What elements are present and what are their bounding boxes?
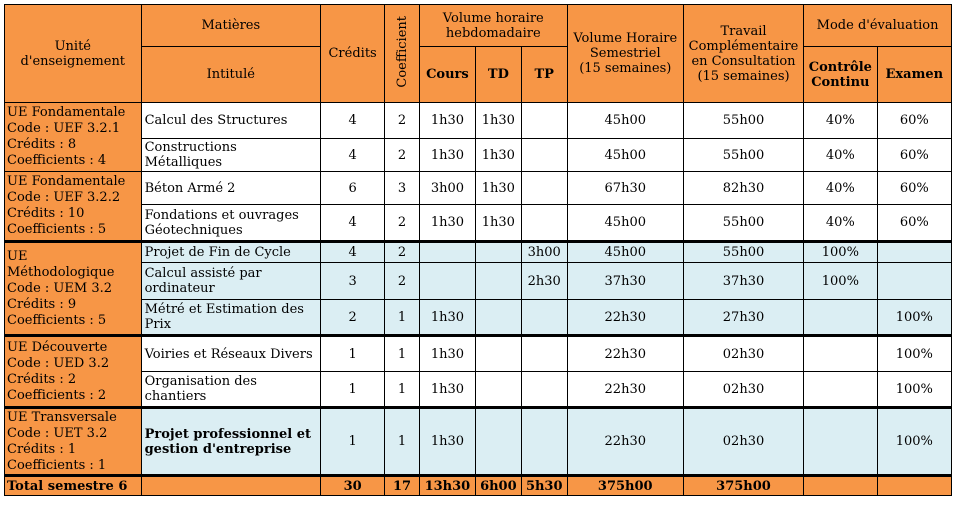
cours-cell (419, 242, 475, 263)
header-mode-evaluation: Mode d'évaluation (804, 5, 952, 47)
header-coefficient: Coefficient (385, 5, 420, 103)
td-cell: 1h30 (475, 103, 521, 139)
cc-cell (804, 372, 877, 408)
cc-cell: 40% (804, 139, 877, 172)
vhs-cell: 67h30 (567, 172, 683, 205)
tp-cell (521, 300, 567, 336)
header-volume-hebdo: Volume horaire hebdomadaire (419, 5, 567, 47)
ue-cell: UE Découverte Code : UED 3.2 Crédits : 2 Coefficients : 2 (5, 336, 142, 408)
tp-cell (521, 139, 567, 172)
coef-cell: 2 (385, 139, 420, 172)
cours-cell: 1h30 (419, 205, 475, 242)
header-row-2 (5, 47, 952, 103)
vhs-cell: 22h30 (567, 372, 683, 408)
tp-cell (521, 372, 567, 408)
header-credits: Crédits (321, 5, 385, 103)
header-controle-continu: Contrôle Continu (804, 47, 877, 103)
ue-cell: UE Fondamentale Code : UEF 3.2.2 Crédits : 10 Coefficients : 5 (5, 172, 142, 242)
table-row (5, 300, 952, 336)
exam-cell: 60% (877, 139, 951, 172)
tp-cell (521, 336, 567, 372)
header-cours: Cours (419, 47, 475, 103)
cours-cell: 1h30 (419, 336, 475, 372)
exam-cell (877, 263, 951, 300)
exam-cell: 60% (877, 172, 951, 205)
coef-cell: 2 (385, 242, 420, 263)
table-row (5, 205, 952, 242)
tc-cell: 37h30 (683, 263, 803, 300)
header-unite: Unité d'enseignement (5, 5, 142, 103)
exam-cell: 100% (877, 372, 951, 408)
exam-cell: 100% (877, 408, 951, 476)
credits-cell: 1 (321, 336, 385, 372)
credits-cell: 4 (321, 242, 385, 263)
vhs-cell: 37h30 (567, 263, 683, 300)
tc-cell: 27h30 (683, 300, 803, 336)
credits-cell: 4 (321, 139, 385, 172)
vhs-cell: 45h00 (567, 139, 683, 172)
tp-cell: 3h00 (521, 242, 567, 263)
credits-cell: 6 (321, 172, 385, 205)
cours-cell: 3h00 (419, 172, 475, 205)
total-tp: 5h30 (521, 476, 567, 496)
tc-cell: 82h30 (683, 172, 803, 205)
td-cell (475, 372, 521, 408)
intitule-cell: Projet de Fin de Cycle (141, 242, 320, 263)
table-row (5, 242, 952, 263)
total-label: Total semestre 6 (5, 476, 142, 496)
header-td: TD (475, 47, 521, 103)
cc-cell: 100% (804, 242, 877, 263)
credits-cell: 3 (321, 263, 385, 300)
total-cc (804, 476, 877, 496)
coef-cell: 2 (385, 263, 420, 300)
exam-cell: 100% (877, 300, 951, 336)
cc-cell (804, 336, 877, 372)
intitule-cell: Constructions Métalliques (141, 139, 320, 172)
table-row (5, 336, 952, 372)
cc-cell: 40% (804, 205, 877, 242)
header-volume-semestriel: Volume Horaire Semestriel (15 semaines) (567, 5, 683, 103)
total-cours: 13h30 (419, 476, 475, 496)
td-cell: 1h30 (475, 139, 521, 172)
intitule-cell: Fondations et ouvrages Géotechniques (141, 205, 320, 242)
exam-cell: 100% (877, 336, 951, 372)
cours-cell: 1h30 (419, 139, 475, 172)
td-cell (475, 300, 521, 336)
header-examen: Examen (877, 47, 951, 103)
intitule-cell: Organisation des chantiers (141, 372, 320, 408)
intitule-cell: Béton Armé 2 (141, 172, 320, 205)
ue-cell: UE Transversale Code : UET 3.2 Crédits : 1 Coefficients : 1 (5, 408, 142, 476)
tc-cell: 02h30 (683, 336, 803, 372)
cours-cell: 1h30 (419, 300, 475, 336)
cc-cell: 40% (804, 172, 877, 205)
credits-cell: 4 (321, 103, 385, 139)
credits-cell: 4 (321, 205, 385, 242)
cours-cell: 1h30 (419, 372, 475, 408)
intitule-cell: Projet professionnel et gestion d'entreprise (141, 408, 320, 476)
cc-cell (804, 408, 877, 476)
table-row (5, 139, 952, 172)
table-row (5, 263, 952, 300)
td-cell: 1h30 (475, 172, 521, 205)
intitule-cell: Calcul assisté par ordinateur (141, 263, 320, 300)
exam-cell: 60% (877, 205, 951, 242)
header-row-1 (5, 5, 952, 47)
header-tp: TP (521, 47, 567, 103)
total-credits: 30 (321, 476, 385, 496)
intitule-cell: Calcul des Structures (141, 103, 320, 139)
tp-cell (521, 103, 567, 139)
semester-table (4, 4, 952, 496)
vhs-cell: 22h30 (567, 408, 683, 476)
cc-cell: 100% (804, 263, 877, 300)
cc-cell (804, 300, 877, 336)
total-row (5, 476, 952, 496)
exam-cell (877, 242, 951, 263)
cours-cell: 1h30 (419, 408, 475, 476)
table-row (5, 172, 952, 205)
tc-cell: 02h30 (683, 372, 803, 408)
cours-cell (419, 263, 475, 300)
cours-cell: 1h30 (419, 103, 475, 139)
coef-cell: 1 (385, 372, 420, 408)
intitule-cell: Métré et Estimation des Prix (141, 300, 320, 336)
table-row (5, 103, 952, 139)
coef-cell: 1 (385, 300, 420, 336)
credits-cell: 1 (321, 372, 385, 408)
vhs-cell: 22h30 (567, 300, 683, 336)
ue-cell: UE Méthodologique Code : UEM 3.2 Crédits : 9 Coefficients : 5 (5, 242, 142, 336)
table-row (5, 408, 952, 476)
coef-cell: 1 (385, 336, 420, 372)
cc-cell: 40% (804, 103, 877, 139)
credits-cell: 1 (321, 408, 385, 476)
total-coef: 17 (385, 476, 420, 496)
coef-cell: 1 (385, 408, 420, 476)
table-row (5, 372, 952, 408)
tc-cell: 55h00 (683, 205, 803, 242)
vhs-cell: 45h00 (567, 242, 683, 263)
intitule-cell: Voiries et Réseaux Divers (141, 336, 320, 372)
td-cell (475, 242, 521, 263)
td-cell (475, 336, 521, 372)
tc-cell: 55h00 (683, 103, 803, 139)
header-intitule: Intitulé (141, 47, 320, 103)
tc-cell: 55h00 (683, 242, 803, 263)
td-cell (475, 408, 521, 476)
tc-cell: 02h30 (683, 408, 803, 476)
tp-cell (521, 408, 567, 476)
tp-cell (521, 205, 567, 242)
total-exam (877, 476, 951, 496)
td-cell: 1h30 (475, 205, 521, 242)
coef-cell: 2 (385, 205, 420, 242)
header-matieres: Matières (141, 5, 320, 47)
credits-cell: 2 (321, 300, 385, 336)
ue-cell: UE Fondamentale Code : UEF 3.2.1 Crédits : 8 Coefficients : 4 (5, 103, 142, 172)
coef-cell: 3 (385, 172, 420, 205)
total-vhs: 375h00 (567, 476, 683, 496)
exam-cell: 60% (877, 103, 951, 139)
coef-cell: 2 (385, 103, 420, 139)
total-empty (141, 476, 320, 496)
total-td: 6h00 (475, 476, 521, 496)
vhs-cell: 22h30 (567, 336, 683, 372)
total-tc: 375h00 (683, 476, 803, 496)
tc-cell: 55h00 (683, 139, 803, 172)
vhs-cell: 45h00 (567, 205, 683, 242)
tp-cell: 2h30 (521, 263, 567, 300)
header-travail-complementaire: Travail Complémentaire en Consultation (15 semaines) (683, 5, 803, 103)
td-cell (475, 263, 521, 300)
vhs-cell: 45h00 (567, 103, 683, 139)
tp-cell (521, 172, 567, 205)
